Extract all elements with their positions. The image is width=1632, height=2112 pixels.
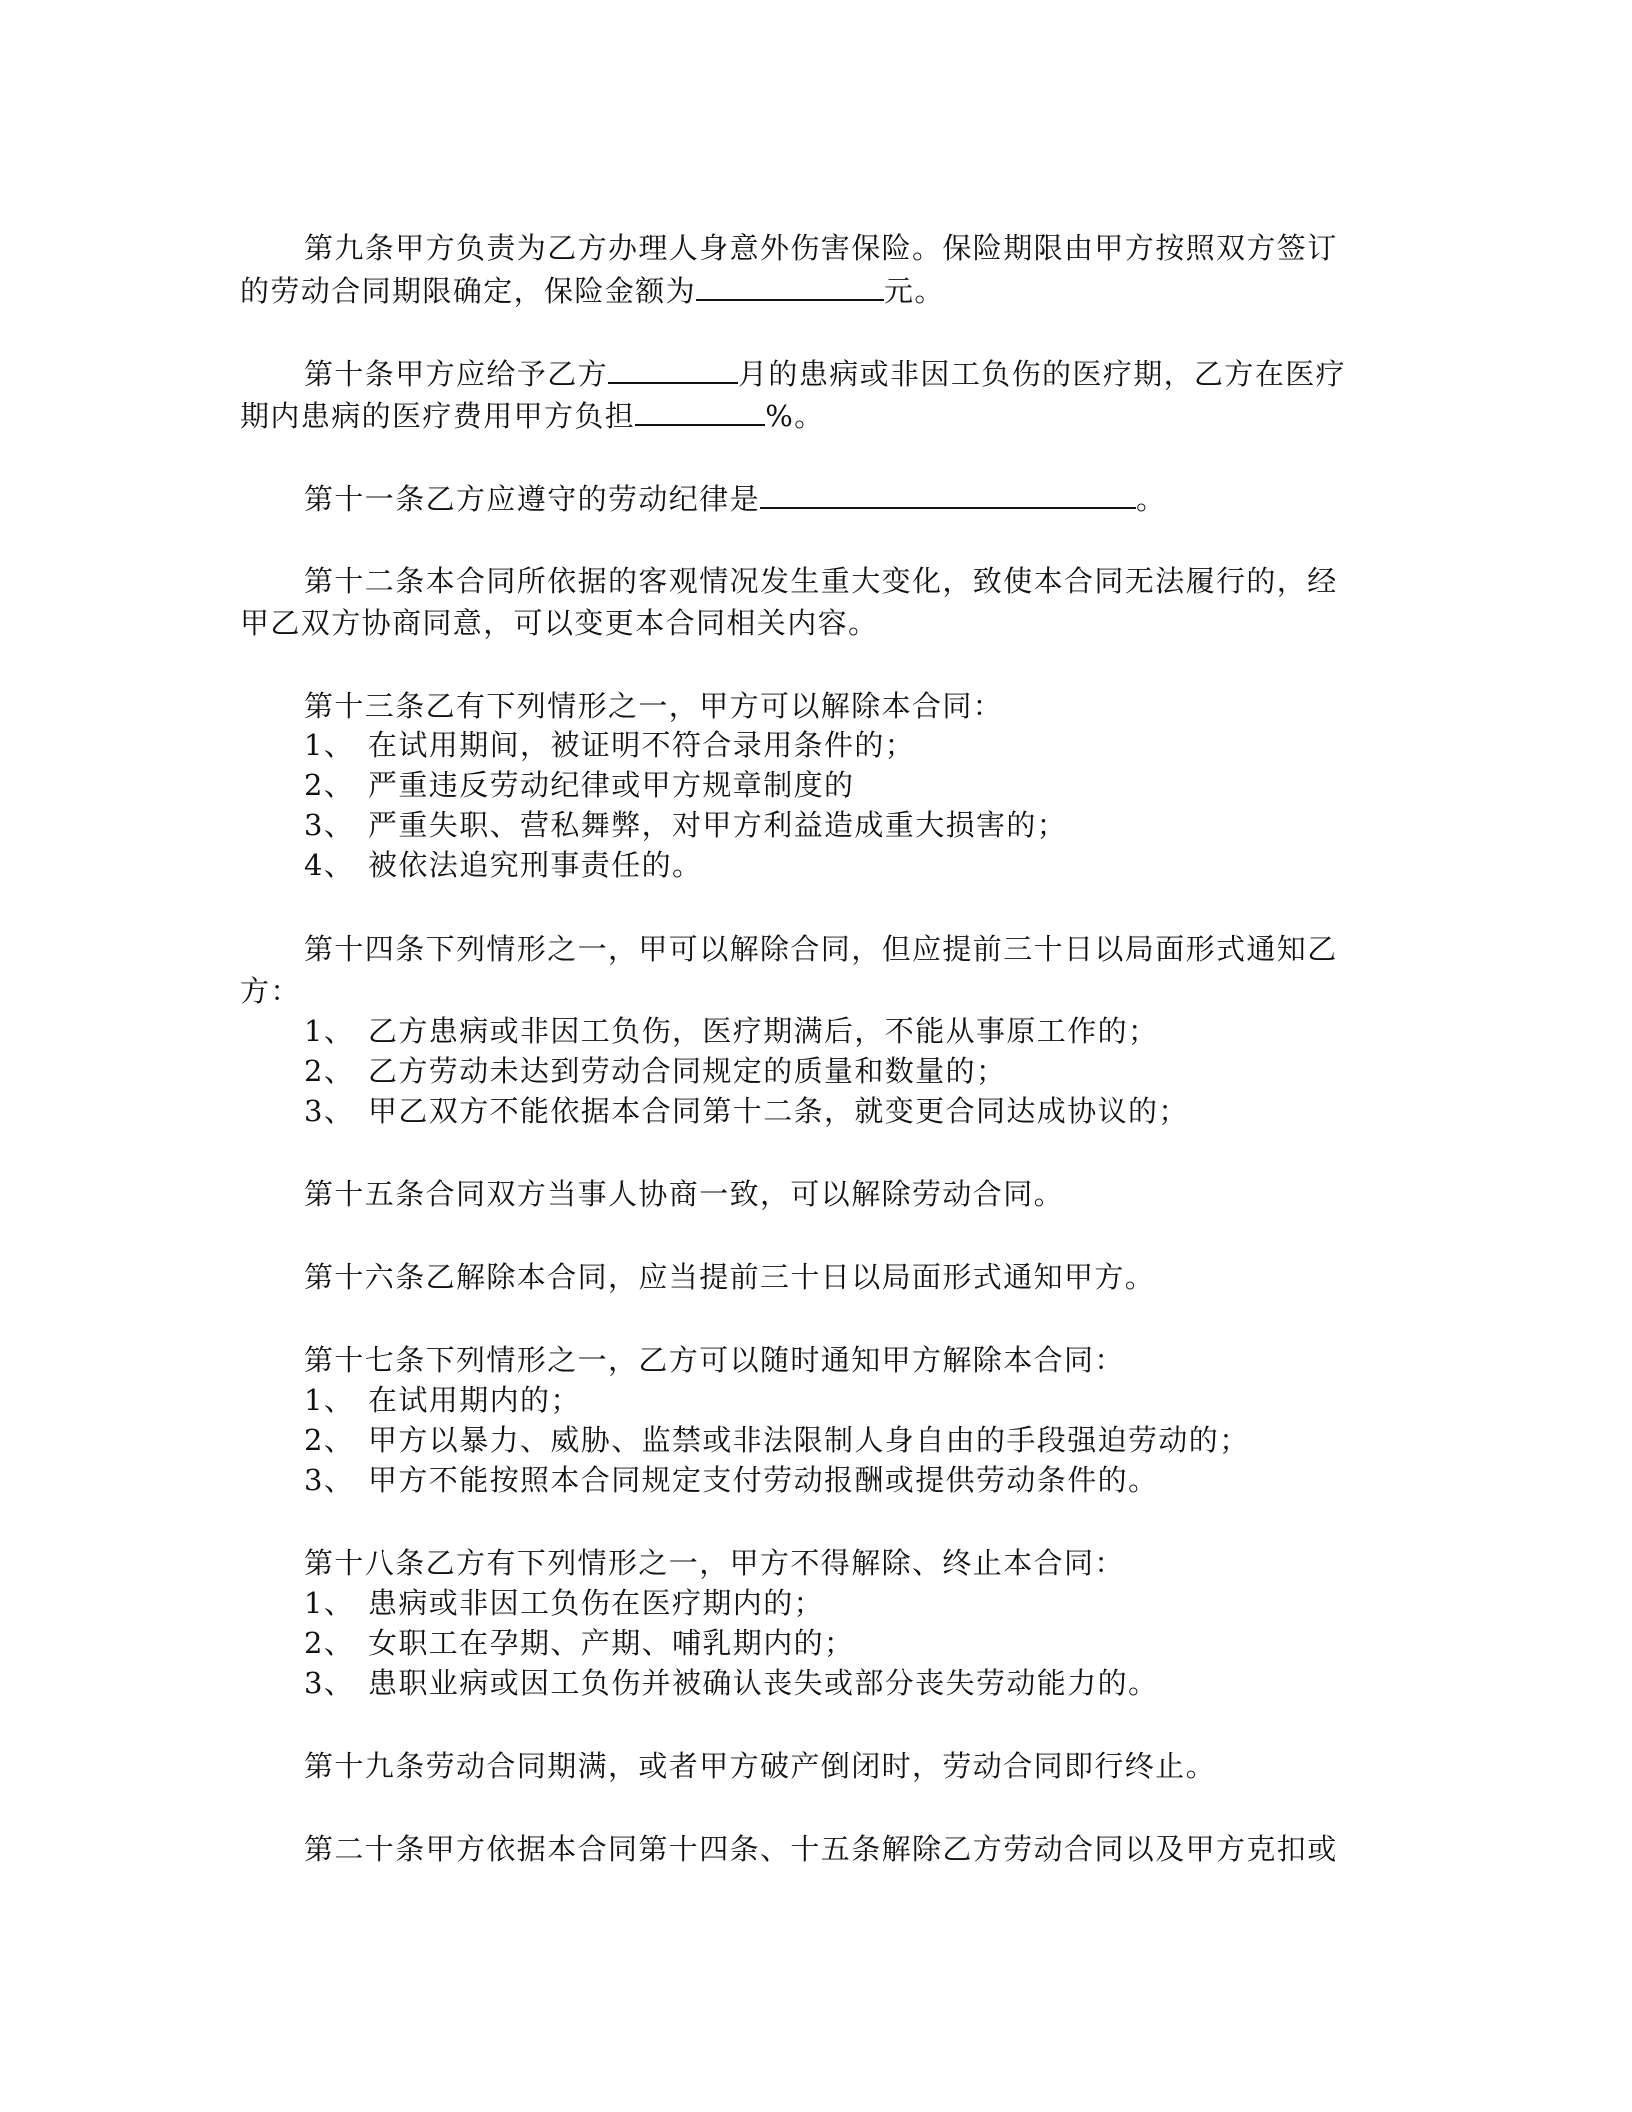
article-9-line-1: 第九条甲方负责为乙方办理人身意外伤害保险。保险期限由甲方按照双方签订: [304, 231, 1338, 265]
insurance-amount-blank: [696, 270, 884, 301]
list-item: [304, 805, 1067, 845]
list-item: [304, 1011, 1158, 1051]
article-9-text: 的劳动合同期限确定，保险金额为: [240, 274, 697, 308]
article-11-text: 第十一条乙方应遵守的劳动纪律是: [304, 482, 761, 516]
article-15-line-1: 第十五条合同双方当事人协商一致，可以解除劳动合同。: [304, 1177, 1065, 1211]
list-item-text: 女职工在孕期、产期、哺乳期内的；: [368, 1626, 855, 1660]
list-item-number: 4、: [304, 848, 355, 882]
list-item-number: 2、: [304, 1054, 355, 1088]
article-10-text: 第十条甲方应给予乙方: [304, 357, 609, 391]
list-item-number: 1、: [304, 728, 355, 762]
list-item-text: 甲方以暴力、威胁、监禁或非法限制人身自由的手段强迫劳动的；: [368, 1423, 1250, 1457]
article-10-line-2: [240, 395, 825, 435]
list-item: [304, 1091, 1189, 1131]
article-10-line-1: [304, 353, 1346, 393]
list-item-number: 2、: [304, 1423, 355, 1457]
article-14-line-2: 方：: [240, 974, 301, 1008]
list-item-number: 2、: [304, 768, 355, 802]
list-item-number: 3、: [304, 1463, 355, 1497]
article-11-suffix: 。: [1136, 482, 1167, 516]
list-item: [304, 1623, 854, 1663]
article-20-line-1: 第二十条甲方依据本合同第十四条、十五条解除乙方劳动合同以及甲方克扣或: [304, 1832, 1338, 1866]
document-page: [240, 0, 1390, 2112]
list-item-text: 严重失职、营私舞弊，对甲方利益造成重大损害的；: [368, 808, 1068, 842]
list-item: [304, 845, 702, 885]
list-item-text: 甲方不能按照本合同规定支付劳动报酬或提供劳动条件的。: [368, 1463, 1159, 1497]
list-item-text: 乙方劳动未达到劳动合同规定的质量和数量的；: [368, 1054, 1007, 1088]
article-18-line-1: 第十八条乙方有下列情形之一，甲方不得解除、终止本合同：: [304, 1546, 1125, 1580]
article-19-line-1: 第十九条劳动合同期满，或者甲方破产倒闭时，劳动合同即行终止。: [304, 1749, 1217, 1783]
list-item: [304, 1380, 581, 1420]
list-item: [304, 1420, 1250, 1460]
list-item-number: 1、: [304, 1014, 355, 1048]
list-item-number: 1、: [304, 1383, 355, 1417]
article-17-line-1: 第十七条下列情形之一，乙方可以随时通知甲方解除本合同：: [304, 1343, 1125, 1377]
medical-cost-percent-blank: [635, 395, 765, 426]
article-10-text-cont: 月的患病或非因工负伤的医疗期，乙方在医疗: [738, 357, 1347, 391]
list-item-number: 3、: [304, 1666, 355, 1700]
list-item: [304, 725, 915, 765]
list-item-text: 患职业病或因工负伤并被确认丧失或部分丧失劳动能力的。: [368, 1666, 1159, 1700]
article-9-suffix: 元。: [884, 274, 945, 308]
article-12-line-2: 甲乙双方协商同意，可以变更本合同相关内容。: [240, 606, 879, 640]
list-item-text: 患病或非因工负伤在医疗期内的；: [368, 1586, 825, 1620]
article-10-suffix: %。: [765, 399, 825, 433]
article-14-line-1: 第十四条下列情形之一，甲可以解除合同，但应提前三十日以局面形式通知乙: [304, 932, 1338, 966]
article-10-text-2: 期内患病的医疗费用甲方负担: [240, 399, 636, 433]
list-item: [304, 1583, 824, 1623]
article-12-line-1: 第十二条本合同所依据的客观情况发生重大变化，致使本合同无法履行的，经: [304, 564, 1338, 598]
list-item: [304, 1051, 1006, 1091]
labor-discipline-blank: [760, 478, 1136, 509]
list-item-text: 乙方患病或非因工负伤，医疗期满后，不能从事原工作的；: [368, 1014, 1159, 1048]
list-item-number: 3、: [304, 1094, 355, 1128]
list-item-number: 3、: [304, 808, 355, 842]
list-item-text: 在试用期内的；: [368, 1383, 581, 1417]
list-item-text: 在试用期间，被证明不符合录用条件的；: [368, 728, 916, 762]
list-item-number: 2、: [304, 1626, 355, 1660]
article-9-line-2: [240, 270, 945, 310]
list-item-text: 严重违反劳动纪律或甲方规章制度的: [368, 768, 855, 802]
list-item-text: 甲乙双方不能依据本合同第十二条，就变更合同达成协议的；: [368, 1094, 1189, 1128]
list-item-number: 1、: [304, 1586, 355, 1620]
list-item: [304, 1663, 1158, 1703]
article-13-line-1: 第十三条乙有下列情形之一，甲方可以解除本合同：: [304, 689, 1004, 723]
list-item: [304, 1460, 1158, 1500]
article-16-line-1: 第十六条乙解除本合同，应当提前三十日以局面形式通知甲方。: [304, 1260, 1156, 1294]
list-item-text: 被依法追究刑事责任的。: [368, 848, 703, 882]
medical-period-blank: [608, 353, 738, 384]
list-item: [304, 765, 854, 805]
article-11-line-1: [304, 478, 1166, 518]
